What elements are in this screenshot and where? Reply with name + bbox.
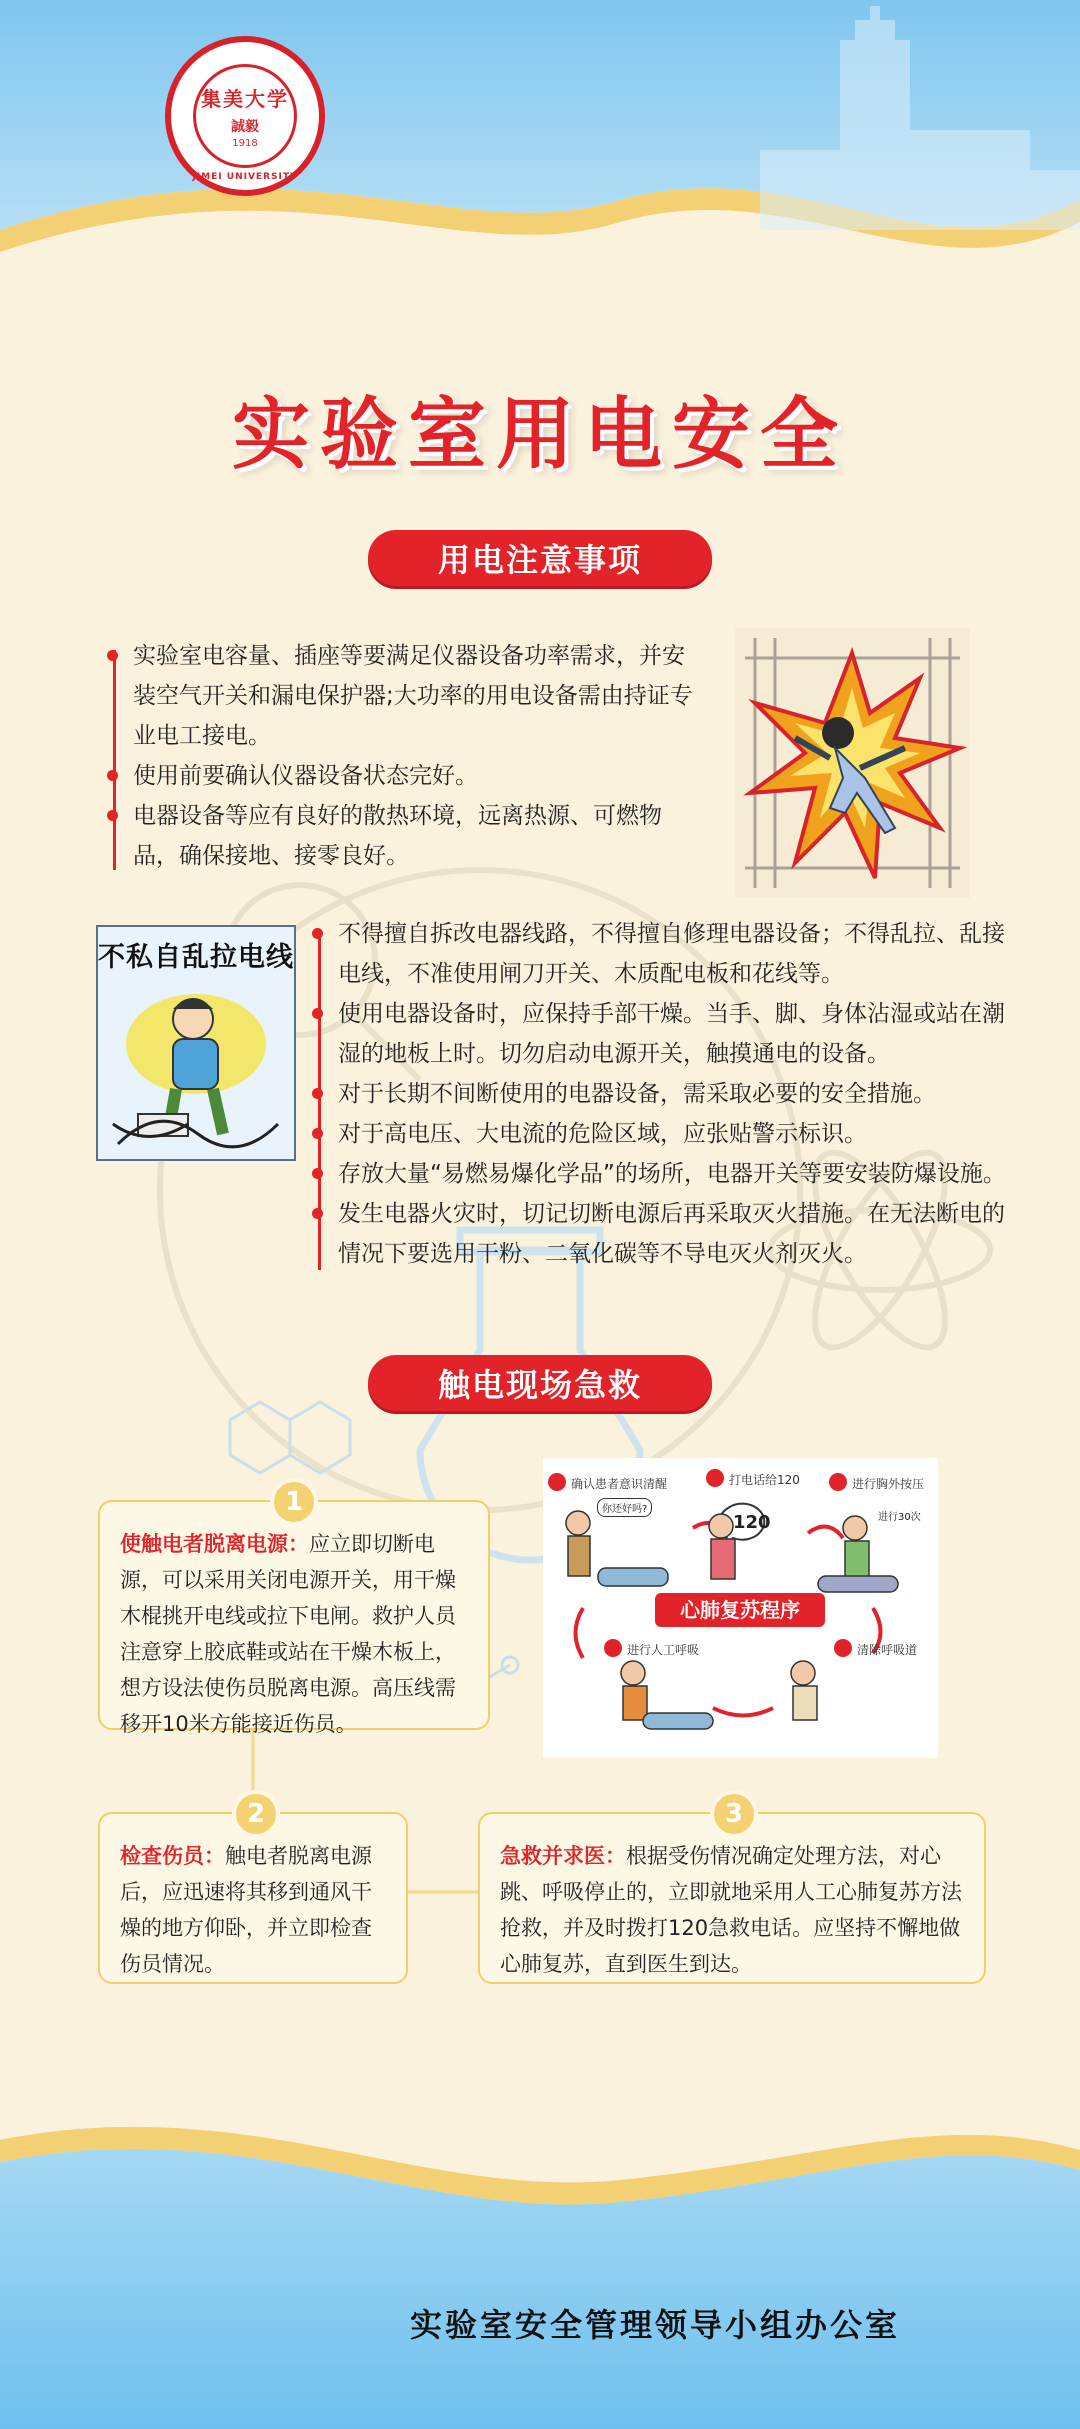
section2-heading: 触电现场急救	[368, 1355, 712, 1411]
list-item: 使用前要确认仪器设备状态完好。	[103, 756, 703, 796]
logo-motto: 誠毅	[231, 119, 259, 135]
cpr-step-label: 进行胸外按压	[852, 1477, 925, 1491]
cpr-note: 进行30次	[878, 1512, 921, 1523]
footer-office-name: 实验室安全管理领导小组办公室	[410, 2306, 901, 2344]
card-label: 使触电者脱离电源：	[120, 1532, 309, 1556]
first-aid-card-1	[98, 1500, 490, 1736]
list-item: 发生电器火灾时，切记切断电源后再采取灭火措施。在无法断电的情况下要选用干粉、二氧化碳等不导电灭火剂灭火。	[308, 1194, 1018, 1274]
section1-heading: 用电注意事项	[368, 530, 712, 586]
electric-shock-illustration	[735, 628, 970, 898]
no-wiring-poster	[96, 925, 296, 1161]
card-text: 触电者脱离电源后，应迅速将其移到通风干燥的地方仰卧，并立即检查伤员情况。	[120, 1844, 372, 1976]
card-text: 应立即切断电源，可以采用关闭电源开关，用干燥木棍挑开电线或拉下电闸。救护人员注意穿上胶底鞋或站在干燥木板上，想方设法使伤员脱离电源。高压线需移开10米方能接近伤员。	[120, 1532, 456, 1736]
logo-english-name: JIMEI UNIVERSITY	[192, 172, 298, 182]
logo-year: 1918	[232, 138, 258, 149]
step-number-badge: 2	[232, 1790, 280, 1838]
precautions-list-2	[308, 914, 1018, 1274]
speech-bubble: 你还好吗?	[597, 1498, 652, 1517]
footer-banner	[0, 2110, 1080, 2429]
man-with-wires-icon	[98, 974, 294, 1154]
university-logo	[165, 36, 325, 196]
list-item: 对于长期不间断使用的电器设备，需采取必要的安全措施。	[308, 1074, 1018, 1114]
card-label: 急救并求医：	[500, 1844, 626, 1868]
card-label: 检查伤员：	[120, 1844, 225, 1868]
poster-caption: 不私自乱拉电线	[98, 942, 294, 973]
logo-chinese-name: 集美大学	[201, 87, 289, 111]
cpr-step-label: 打电话给120	[729, 1473, 800, 1487]
step-number-badge: 3	[710, 1790, 758, 1838]
precautions-list-1	[103, 636, 703, 876]
cpr-step-label: 清除呼吸道	[857, 1643, 918, 1657]
step-number-badge: 1	[270, 1478, 318, 1526]
cpr-title: 心肺复苏程序	[680, 1598, 800, 1622]
cpr-step-label: 进行人工呼吸	[627, 1643, 700, 1657]
list-item: 使用电器设备时，应保持手部干燥。当手、脚、身体沾湿或站在潮湿的地板上时。切勿启动电源开关，触摸通电的设备。	[308, 994, 1018, 1074]
card-text: 根据受伤情况确定处理方法，对心跳、呼吸停止的，立即就地采用人工心肺复苏方法抢救，并及时拨打120急救电话。应坚持不懈地做心肺复苏，直到医生到达。	[500, 1844, 962, 1976]
list-item: 存放大量“易燃易爆化学品”的场所，电器开关等要安装防爆设施。	[308, 1154, 1018, 1194]
list-item: 实验室电容量、插座等要满足仪器设备功率需求，并安装空气开关和漏电保护器;大功率的用电设备需由持证专业电工接电。	[103, 636, 703, 756]
phone-number-bubble: 120	[733, 1512, 771, 1533]
list-item: 电器设备等应有良好的散热环境，远离热源、可燃物品，确保接地、接零良好。	[103, 796, 703, 876]
cpr-procedure-illustration	[543, 1458, 938, 1758]
header-banner	[0, 0, 1080, 300]
cpr-step-label: 确认患者意识清醒	[571, 1477, 668, 1491]
list-item: 不得擅自拆改电器线路，不得擅自修理电器设备；不得乱拉、乱接电线，不准使用闸刀开关、木质配电板和花线等。	[308, 914, 1018, 994]
list-item: 对于高电压、大电流的危险区域，应张贴警示标识。	[308, 1114, 1018, 1154]
page-title: 实验室用电安全	[231, 390, 848, 480]
